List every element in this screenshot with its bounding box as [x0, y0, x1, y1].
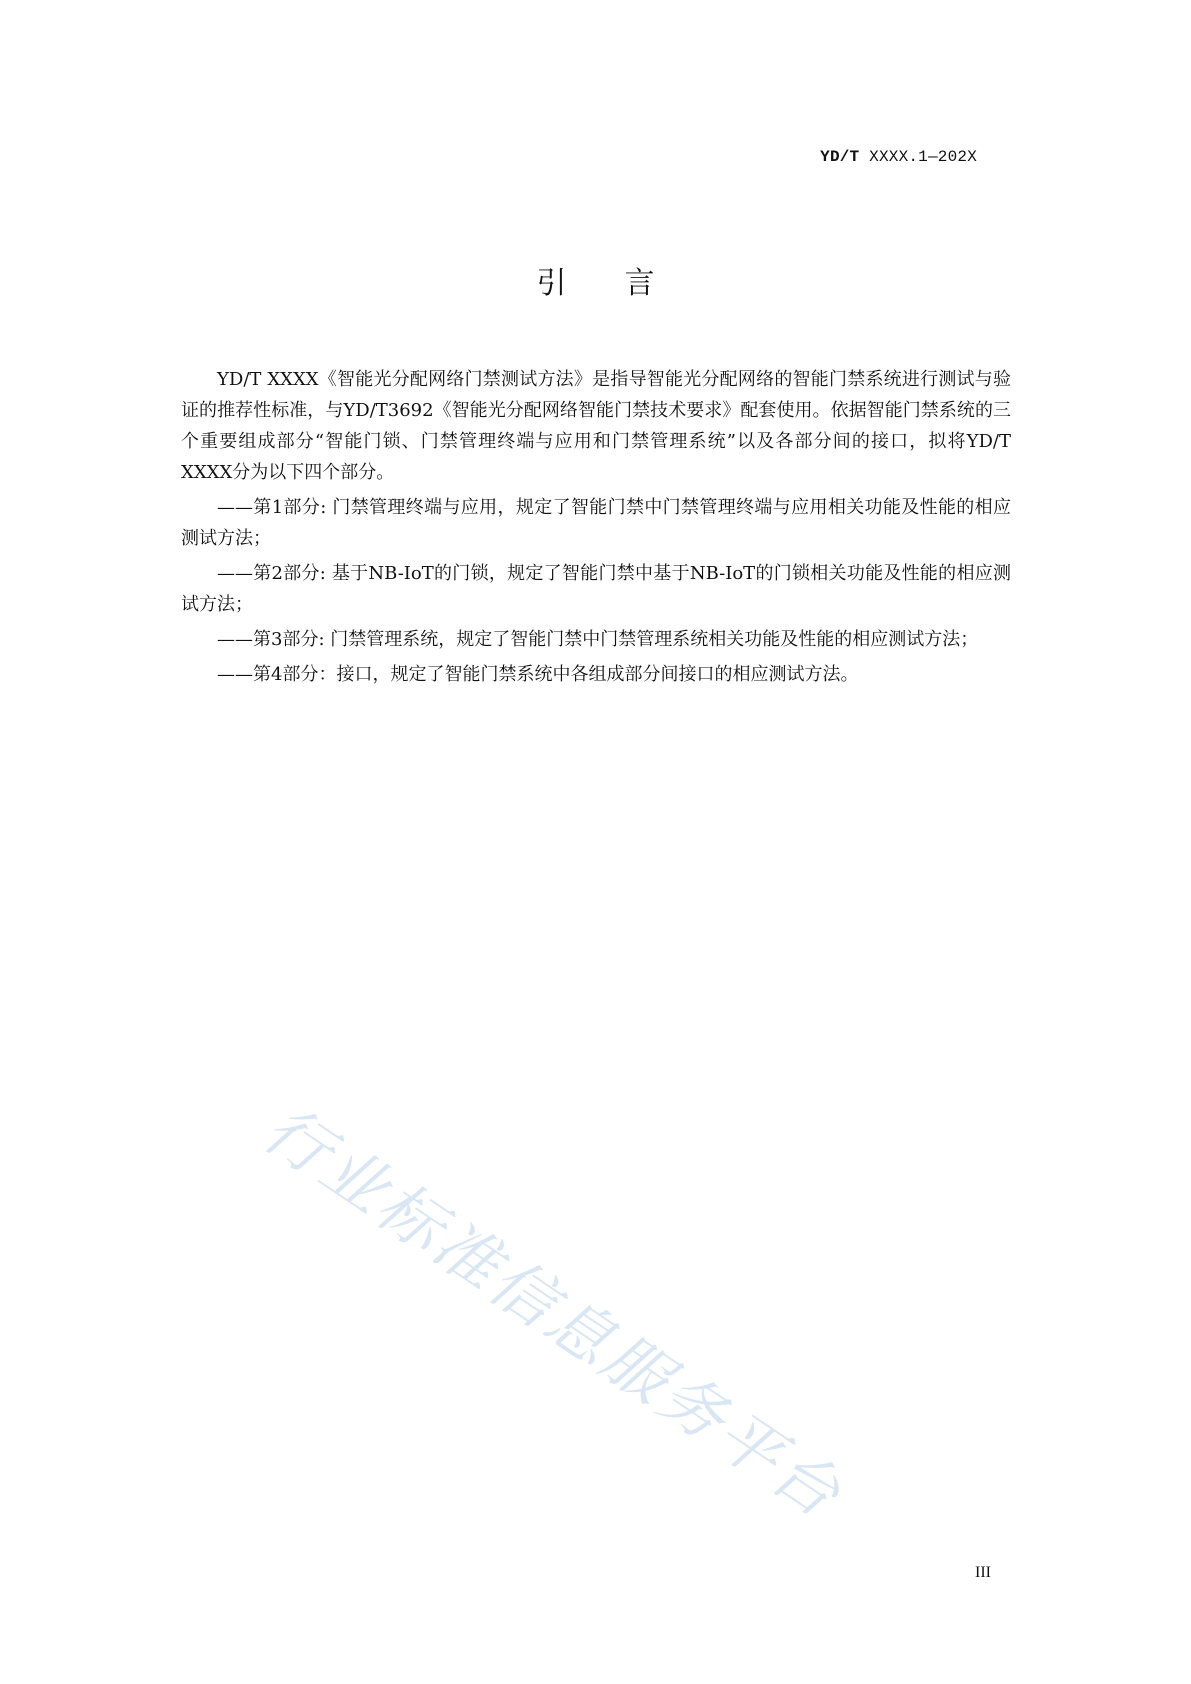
document-code — [820, 148, 977, 166]
watermark: 行业标准信息服务平台 — [250, 1092, 856, 1535]
introduction-body — [181, 364, 1011, 694]
document-code-number: XXXX.1—202X — [859, 148, 977, 166]
section-title: 引言 — [536, 266, 713, 301]
intro-paragraph: YD/T XXXX《智能光分配网络门禁测试方法》是指导智能光分配网络的智能门禁系统进行测试与验证的推荐性标准，与YD/T3692《智能光分配网络智能门禁技术要求》配套使用。依据智能门禁系统的三个重要组成部分“智能门锁、门禁管理终端与应用和门禁管理系统”以及各部分间的接口，拟将YD/T XXXX分为以下四个部分。 — [181, 369, 1011, 483]
document-code-prefix: YD/T — [820, 148, 860, 166]
part-1-item: ——第1部分: 门禁管理终端与应用，规定了智能门禁中门禁管理终端与应用相关功能及性能的相应测试方法； — [181, 497, 1011, 549]
page-number: III — [975, 1564, 991, 1581]
part-2-item: ——第2部分: 基于NB-IoT的门锁，规定了智能门禁中基于NB-IoT的门锁相关功能及性能的相应测试方法； — [181, 563, 1011, 615]
part-3-item: ——第3部分: 门禁管理系统，规定了智能门禁中门禁管理系统相关功能及性能的相应测试方法； — [217, 629, 979, 650]
part-4-item: ——第4部分：接口，规定了智能门禁系统中各组成部分间接口的相应测试方法。 — [217, 664, 859, 685]
